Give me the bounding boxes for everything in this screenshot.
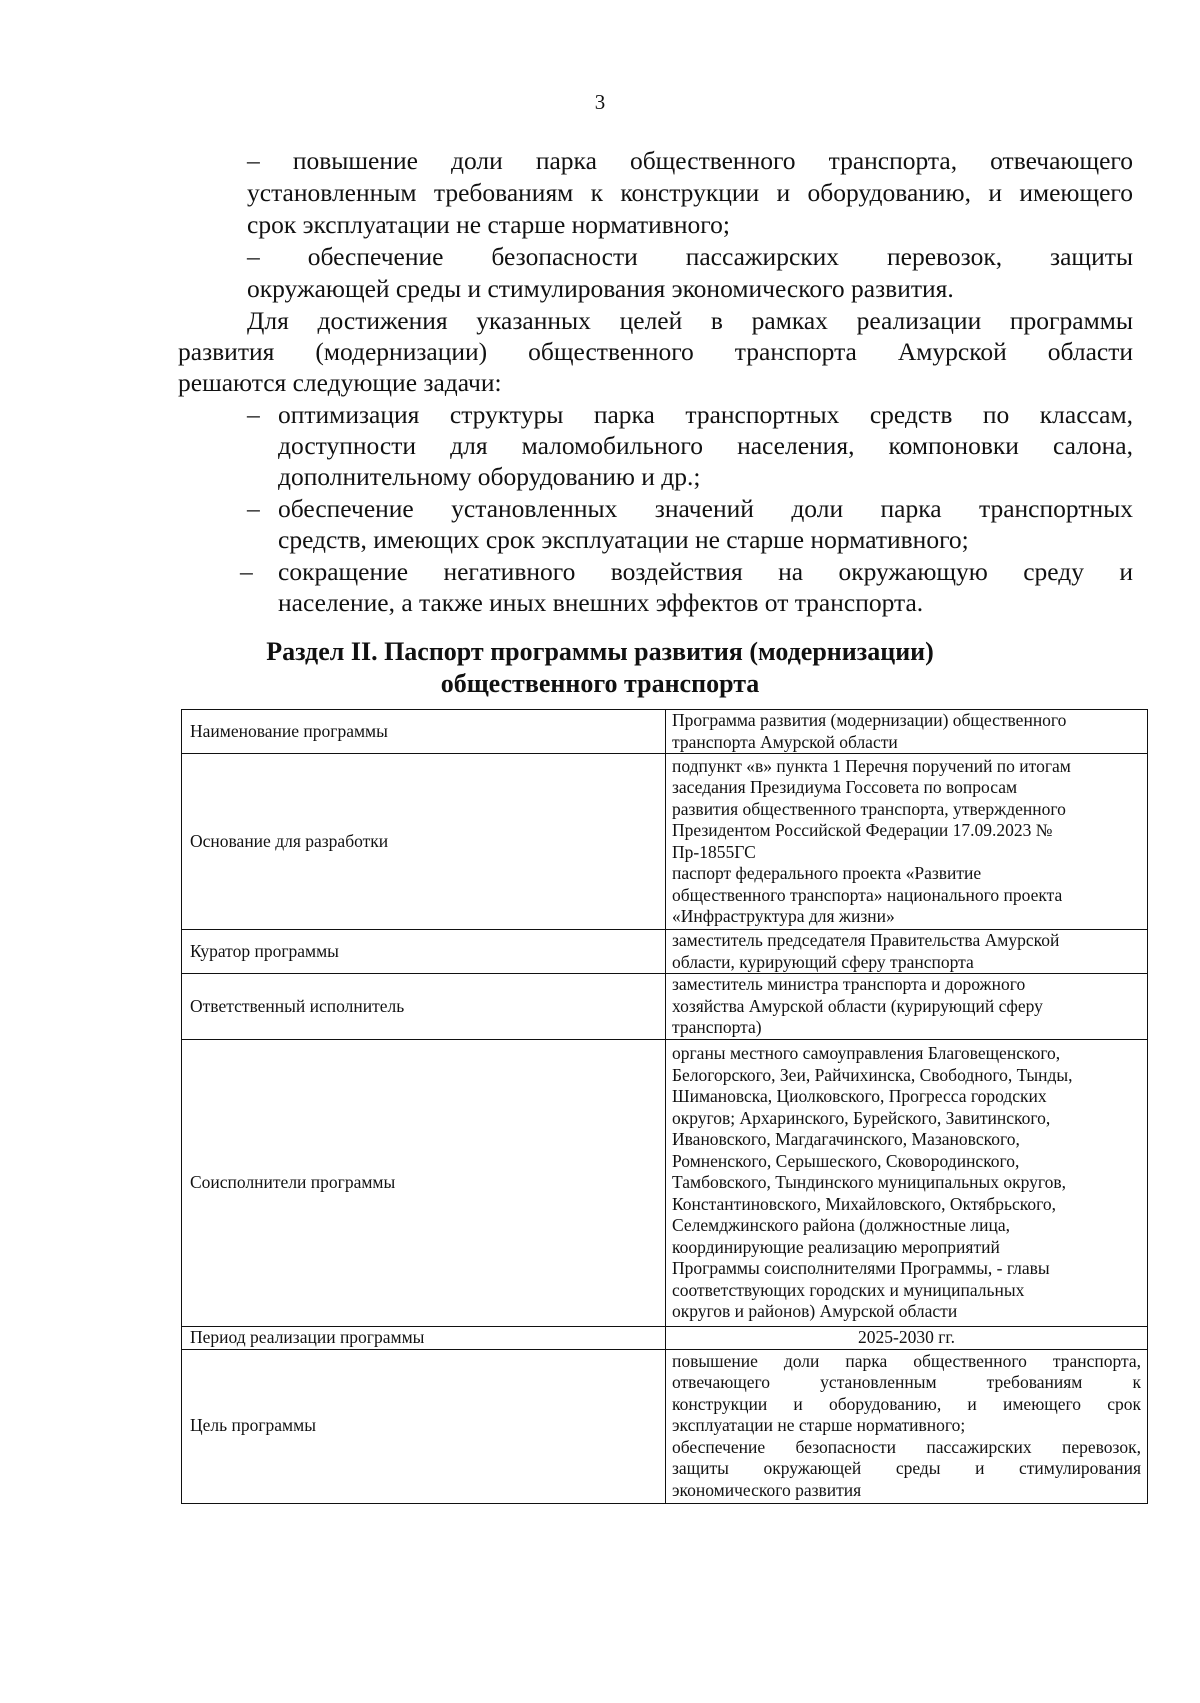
value-line: координирующие реализацию мероприятий xyxy=(672,1236,1000,1257)
table-row xyxy=(182,1040,1148,1327)
value-line: заместитель министра транспорта и дорожного xyxy=(672,974,1026,995)
value-line: Белогорского, Зеи, Райчихинска, Свободного, Тынды, xyxy=(672,1064,1073,1085)
row-name: Период реализации программы xyxy=(182,1327,666,1350)
value-line: органы местного самоуправления Благовещенского, xyxy=(672,1043,1061,1064)
intro-line: срок эксплуатации не старше нормативного; xyxy=(247,210,730,239)
value-line: общественного транспорта» национального проекта xyxy=(672,884,1063,905)
page-number: 3 xyxy=(594,90,606,114)
value-line: экономического развития xyxy=(672,1479,862,1500)
table-row xyxy=(182,754,1148,930)
row-value xyxy=(666,930,1148,974)
value-line: Шимановска, Циолковского, Прогресса городских xyxy=(672,1086,1047,1107)
row-name: Цель программы xyxy=(182,1349,666,1503)
value-line: хозяйства Амурской области (курирующий сферу xyxy=(672,995,1043,1016)
value-line: Программа развития (модернизации) общественного xyxy=(672,710,1067,730)
value-line: соответствующих городских и муниципальных xyxy=(672,1279,1025,1300)
row-name: Соисполнители программы xyxy=(182,1040,666,1327)
value-line: развития общественного транспорта, утвержденного xyxy=(672,798,1066,819)
section-title-line2: общественного транспорта xyxy=(440,669,760,698)
section-title-line1: Раздел II. Паспорт программы развития (модернизации) xyxy=(266,637,934,666)
value-line: округов; Архаринского, Бурейского, Завитинского, xyxy=(672,1107,1051,1128)
value-line: Президентом Российской Федерации 17.09.2023 № xyxy=(672,820,1053,840)
intro-line: – обеспечение безопасности пассажирских перевозок, защиты xyxy=(247,242,1133,271)
row-value xyxy=(666,754,1148,930)
value-line: заседания Президиума Госсовета по вопросам xyxy=(672,777,1018,797)
row-value xyxy=(666,1040,1148,1327)
value-line: транспорта Амурской области xyxy=(672,731,898,752)
value-line: Ивановского, Магдагачинского, Мазановского, xyxy=(672,1129,1020,1150)
task-line: доступности для маломобильного населения, компоновки салона, xyxy=(278,431,1133,460)
value-line: Программы соисполнителями Программы, - главы xyxy=(672,1258,1050,1279)
value-line: транспорта) xyxy=(672,1017,762,1038)
value-line: Константиновского, Михайловского, Октябрьского, xyxy=(672,1193,1056,1214)
intro-line: развития (модернизации) общественного транспорта Амурской области xyxy=(178,337,1133,366)
value-line: паспорт федерального проекта «Развитие xyxy=(672,863,982,883)
value-line: конструкции и оборудованию, и имеющего срок xyxy=(672,1393,1141,1414)
value-line: Селемджинского района (должностные лица, xyxy=(672,1215,1011,1236)
task-line: население, а также иных внешних эффектов от транспорта. xyxy=(278,588,924,617)
task-dash: – xyxy=(247,400,260,429)
table-row xyxy=(182,1327,1148,1350)
intro-line: – повышение доли парка общественного транспорта, отвечающего xyxy=(247,146,1133,175)
row-value xyxy=(666,1327,1148,1350)
value-line: отвечающего установленным требованиям к xyxy=(672,1372,1141,1393)
intro-line: установленным требованиям к конструкции и оборудованию, и имеющего xyxy=(247,178,1133,207)
task-line: сокращение негативного воздействия на окружающую среду и xyxy=(278,557,1133,586)
value-line: Пр-1855ГС xyxy=(672,841,756,862)
task-dash: – xyxy=(240,557,253,586)
table-row xyxy=(182,1349,1148,1503)
value-line: Тамбовского, Тындинского муниципальных округов, xyxy=(672,1172,1067,1193)
row-name: Основание для разработки xyxy=(182,754,666,930)
value-line: 2025-2030 гг. xyxy=(858,1327,955,1347)
value-line: «Инфраструктура для жизни» xyxy=(672,906,895,926)
row-name: Куратор программы xyxy=(182,930,666,974)
value-line: Ромненского, Серышеского, Сковородинского, xyxy=(672,1150,1020,1171)
intro-line: решаются следующие задачи: xyxy=(178,368,502,397)
row-value xyxy=(666,710,1148,754)
table-row xyxy=(182,930,1148,974)
intro-line: Для достижения указанных целей в рамках реализации программы xyxy=(247,306,1133,335)
value-line: обеспечение безопасности пассажирских перевозок, xyxy=(672,1436,1141,1457)
row-value xyxy=(666,974,1148,1040)
value-line: заместитель председателя Правительства Амурской xyxy=(672,930,1060,950)
task-line: дополнительному оборудованию и др.; xyxy=(278,462,701,491)
table-row xyxy=(182,974,1148,1040)
row-value xyxy=(666,1349,1148,1503)
value-line: защиты окружающей среды и стимулирования xyxy=(672,1458,1141,1479)
row-name: Ответственный исполнитель xyxy=(182,974,666,1040)
value-line: эксплуатации не старше нормативного; xyxy=(672,1415,966,1436)
value-line: повышение доли парка общественного транспорта, xyxy=(672,1350,1141,1371)
value-line: подпункт «в» пункта 1 Перечня поручений по итогам xyxy=(672,755,1071,776)
task-dash: – xyxy=(247,494,260,523)
passport-table xyxy=(181,709,1148,1504)
table-row xyxy=(182,710,1148,754)
intro-line: окружающей среды и стимулирования экономического развития. xyxy=(247,274,954,303)
value-line: округов и районов) Амурской области xyxy=(672,1301,958,1322)
task-line: средств, имеющих срок эксплуатации не старше нормативного; xyxy=(278,525,969,554)
task-line: обеспечение установленных значений доли парка транспортных xyxy=(278,494,1133,523)
value-line: области, курирующий сферу транспорта xyxy=(672,951,974,972)
task-line: оптимизация структуры парка транспортных средств по классам, xyxy=(278,400,1133,429)
row-name: Наименование программы xyxy=(182,710,666,754)
